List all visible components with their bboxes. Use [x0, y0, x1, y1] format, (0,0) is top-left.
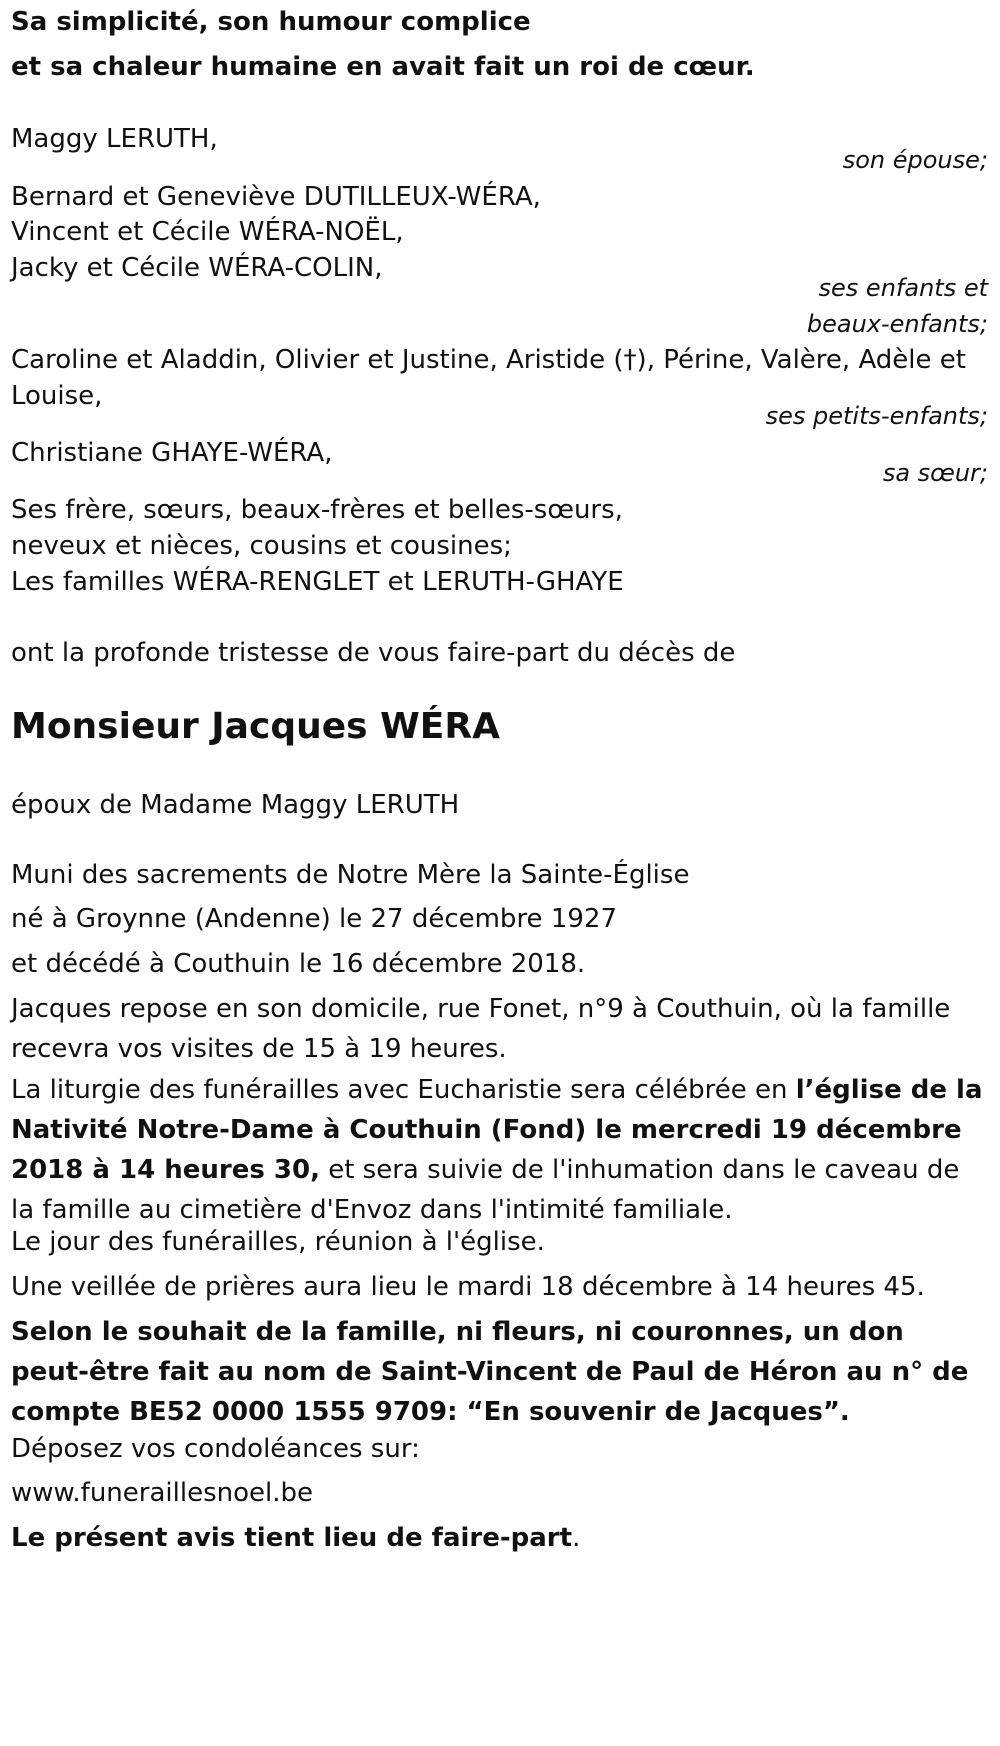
epigraph-line-1: Sa simplicité, son humour complice	[11, 7, 531, 37]
spouse-role: son épouse;	[842, 146, 988, 174]
announcement: ont la profonde tristesse de vous faire-part du décès de	[11, 638, 736, 668]
condolences-line: Déposez vos condoléances sur:	[11, 1434, 420, 1464]
donation-paragraph: Selon le souhait de la famille, ni fleurs, ni couronnes, un don peut-être fait au nom de Saint-Vincent de Paul de Héron au n° de compte BE52 0000 1555 9709: “En souvenir de Jacques”.	[11, 1317, 969, 1427]
liturgy-text-start: La liturgie des funérailles avec Eucharistie sera célébrée en	[11, 1075, 796, 1105]
sister-role: sa sœur;	[882, 459, 988, 487]
deceased-spouse: époux de Madame Maggy LERUTH	[11, 790, 460, 820]
website-link[interactable]: www.funeraillesnoel.be	[11, 1478, 313, 1508]
grandchildren-line-1: Caroline et Aladdin, Olivier et Justine, Aristide (†), Périne, Valère, Adèle et	[11, 345, 966, 375]
deceased-name: Monsieur Jacques WÉRA	[11, 706, 500, 747]
spouse-name: Maggy LERUTH,	[11, 124, 218, 154]
sister-name: Christiane GHAYE-WÉRA,	[11, 438, 333, 468]
children-role-2: beaux-enfants;	[806, 310, 988, 338]
birth-line: né à Groynne (Andenne) le 27 décembre 1927	[11, 904, 617, 934]
death-line: et décédé à Couthuin le 16 décembre 2018.	[11, 949, 586, 979]
notice-line	[11, 1518, 988, 1558]
liturgy-place-date: l’église de la Nativité Notre-Dame à Couthuin (Fond) le mercredi 19 décembre 2018 à 14 heures 30,	[11, 1075, 983, 1185]
child-1: Bernard et Geneviève DUTILLEUX-WÉRA,	[11, 182, 541, 212]
liturgy-text-end: et sera suivie de l'inhumation dans le caveau de la famille au cimetière d'Envoz dans l'intimité familiale.	[11, 1155, 960, 1225]
sacraments-line: Muni des sacrements de Notre Mère la Sainte-Église	[11, 860, 690, 890]
children-role-1: ses enfants et	[818, 274, 988, 302]
child-2: Vincent et Cécile WÉRA-NOËL,	[11, 217, 404, 247]
others-line-3: Les familles WÉRA-RENGLET et LERUTH-GHAYE	[11, 567, 624, 597]
grandchildren-line-2: Louise,	[11, 381, 103, 411]
others-line-2: neveux et nièces, cousins et cousines;	[11, 531, 512, 561]
child-3: Jacky et Cécile WÉRA-COLIN,	[11, 253, 383, 283]
liturgy-paragraph	[11, 1070, 988, 1230]
epigraph-line-2: et sa chaleur humaine en avait fait un roi de cœur.	[11, 52, 755, 82]
meeting-line: Le jour des funérailles, réunion à l'église.	[11, 1227, 545, 1257]
vigil-line: Une veillée de prières aura lieu le mardi 18 décembre à 14 heures 45.	[11, 1272, 925, 1302]
notice-period: .	[572, 1523, 581, 1553]
grandchildren-role: ses petits-enfants;	[765, 402, 988, 430]
repose-paragraph: Jacques repose en son domicile, rue Fonet, n°9 à Couthuin, où la famille recevra vos visites de 15 à 19 heures.	[11, 994, 951, 1064]
notice-text: Le présent avis tient lieu de faire-part	[11, 1523, 573, 1553]
others-line-1: Ses frère, sœurs, beaux-frères et belles-sœurs,	[11, 495, 623, 525]
